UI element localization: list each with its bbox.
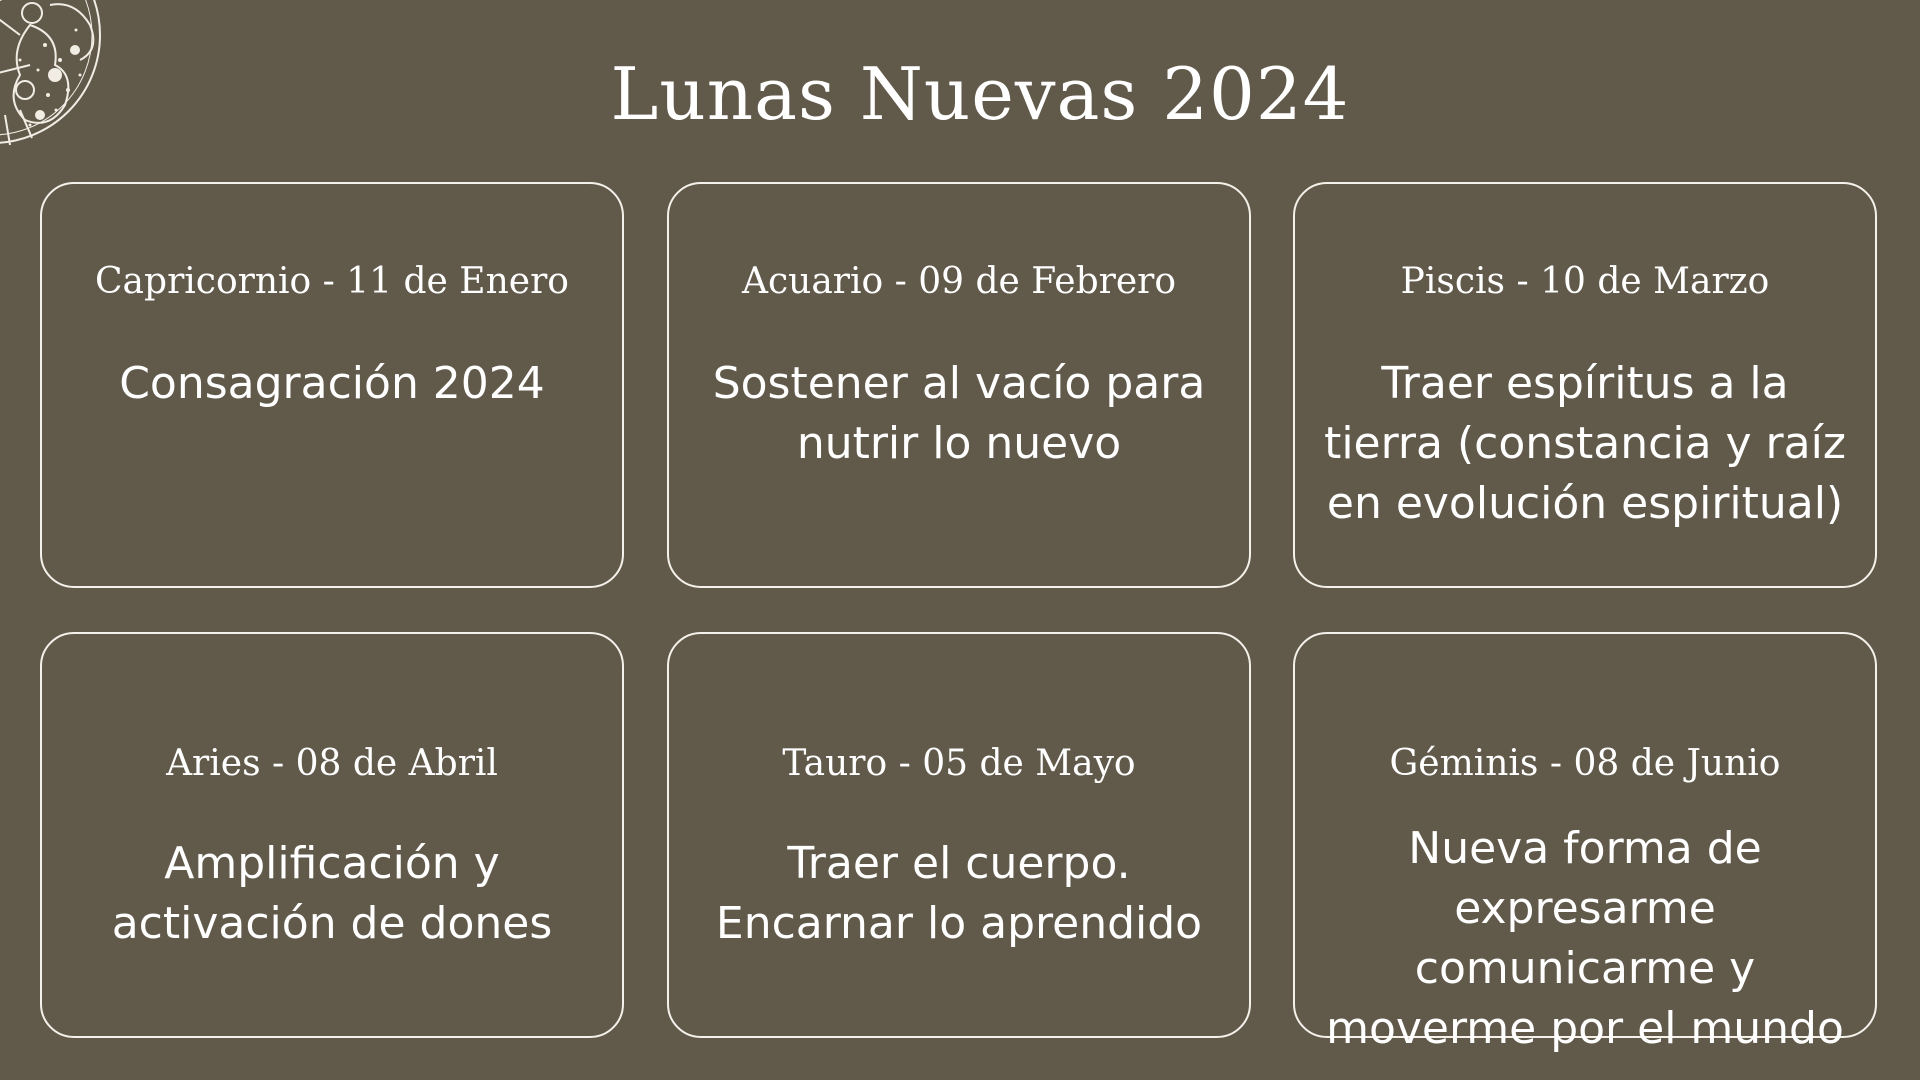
moon-date: Piscis - 10 de Marzo (1400, 261, 1770, 302)
moon-card (40, 182, 624, 588)
moon-theme: Consagración 2024 (119, 358, 545, 409)
moon-theme: Traer espíritus a la tierra (constancia y raíz en evolución espiritual) (1324, 358, 1846, 529)
moon-card (667, 632, 1251, 1038)
moon-theme: Nueva forma de expresarme comunicarme y moverme por el mundo (1326, 823, 1844, 1054)
moon-date: Capricornio - 11 de Enero (95, 261, 569, 302)
moon-theme: Traer el cuerpo. Encarnar lo aprendido (715, 838, 1203, 949)
moon-date: Aries - 08 de Abril (166, 743, 498, 784)
moon-card (667, 182, 1251, 588)
page-title: Lunas Nuevas 2024 (610, 52, 1350, 136)
moon-theme: Sostener al vacío para nutrir lo nuevo (712, 358, 1206, 469)
moon-theme: Amplificación y activación de dones (111, 838, 553, 949)
moon-date: Acuario - 09 de Febrero (741, 261, 1177, 302)
moon-card (1293, 182, 1877, 588)
moon-date: Tauro - 05 de Mayo (782, 743, 1136, 784)
moon-date: Géminis - 08 de Junio (1389, 743, 1781, 784)
moon-card (40, 632, 624, 1038)
moon-card (1293, 632, 1877, 1054)
